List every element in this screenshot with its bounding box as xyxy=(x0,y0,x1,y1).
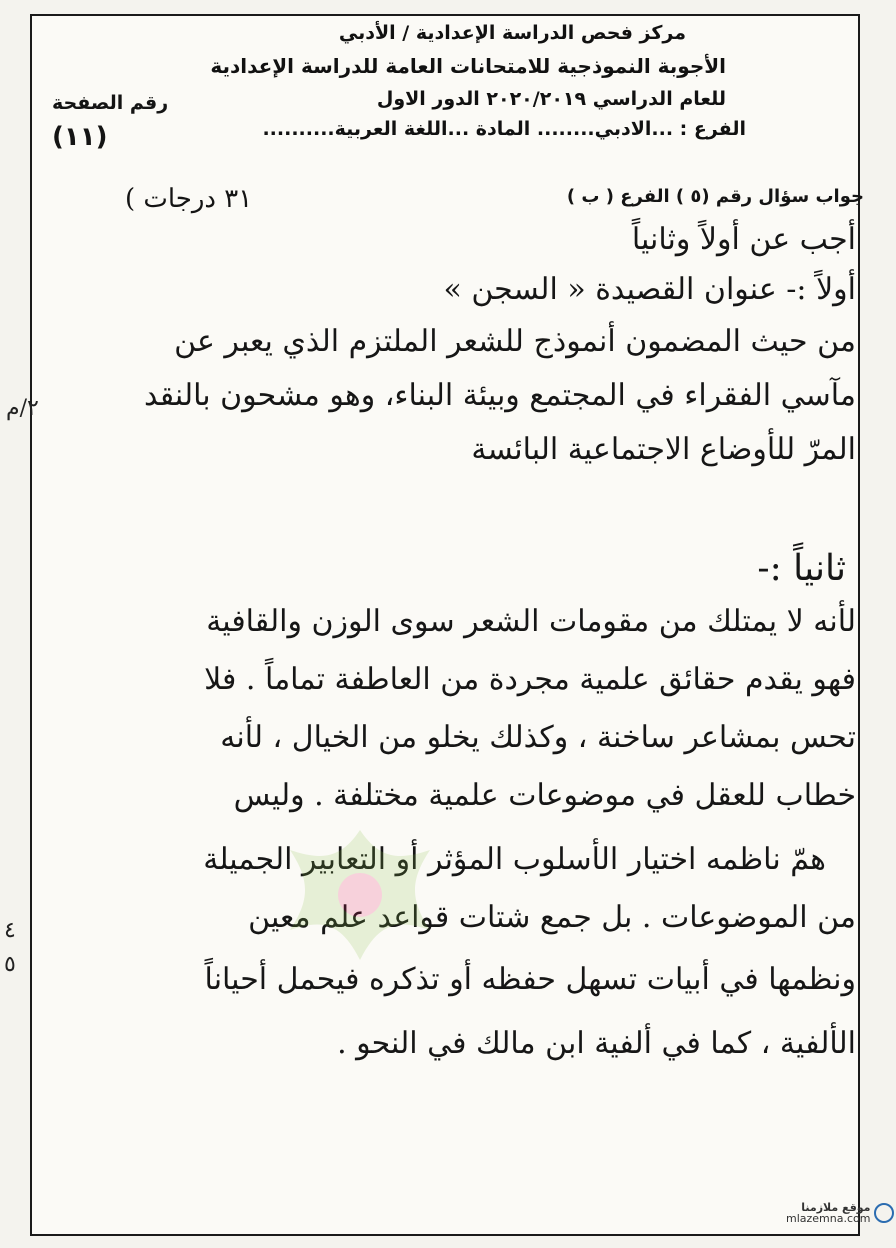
answer-line: ونظمها في أبيات تسهل حفظه أو تذكره فيحمل أحياناً xyxy=(204,962,856,997)
site-logo xyxy=(786,1202,894,1224)
answer-line: أولاً :- عنوان القصيدة « السجن » xyxy=(443,272,856,307)
answer-line: المرّ للأوضاع الاجتماعية البائسة xyxy=(471,432,856,467)
margin-mark: ٥ xyxy=(4,952,16,977)
question-grade: ٣١ درجات ) xyxy=(125,184,253,214)
answer-line: مآسي الفقراء في المجتمع وبيئة البناء، وهو مشحون بالنقد xyxy=(143,378,856,413)
header-center-name: مركز فحص الدراسة الإعدادية / الأدبي xyxy=(338,22,686,44)
answer-line: من الموضوعات . بل جمع شتات قواعد علم معين xyxy=(248,900,856,935)
logo-arabic-text: موقع ملازمنا xyxy=(801,1201,871,1214)
answer-line: الألفية ، كما في ألفية ابن مالك في النحو . xyxy=(337,1026,856,1061)
answer-line: ثانياً :- xyxy=(757,548,846,589)
answer-line: لأنه لا يمتلك من مقومات الشعر سوى الوزن والقافية xyxy=(206,604,856,639)
header-academic-year: للعام الدراسي ٢٠٢٠/٢٠١٩ الدور الاول xyxy=(376,88,726,110)
watermark-logo xyxy=(260,820,460,970)
globe-icon xyxy=(874,1203,894,1223)
answer-line: همّ ناظمه اختيار الأسلوب المؤثر أو التعابير الجميلة xyxy=(203,842,826,877)
margin-mark: ٤ xyxy=(4,918,16,943)
page-number: (١١) xyxy=(52,122,108,152)
page-number-label: رقم الصفحة xyxy=(52,92,169,114)
logo-latin-text: mlazemna.com xyxy=(786,1212,871,1225)
answer-line: فهو يقدم حقائق علمية مجردة من العاطفة تماماً . فلا xyxy=(204,662,856,697)
answer-line: تحس بمشاعر ساخنة ، وكذلك يخلو من الخيال ، لأنه xyxy=(220,720,856,755)
answer-line: أجب عن أولاً وثانياً xyxy=(631,222,856,257)
margin-mark: ٢/م xyxy=(6,396,39,421)
header-branch-subject: الفرع : ...الادبي........ المادة ...اللغة العربية.......... xyxy=(262,118,746,140)
question-number-line: جواب سؤال رقم (٥ ) الفرع ( ب ) xyxy=(566,186,864,207)
answer-line: من حيث المضمون أنموذج للشعر الملتزم الذي يعبر عن xyxy=(174,324,856,359)
header-title: الأجوبة النموذجية للامتحانات العامة للدراسة الإعدادية xyxy=(210,54,726,78)
answer-line: خطاب للعقل في موضوعات علمية مختلفة . وليس xyxy=(233,778,856,813)
